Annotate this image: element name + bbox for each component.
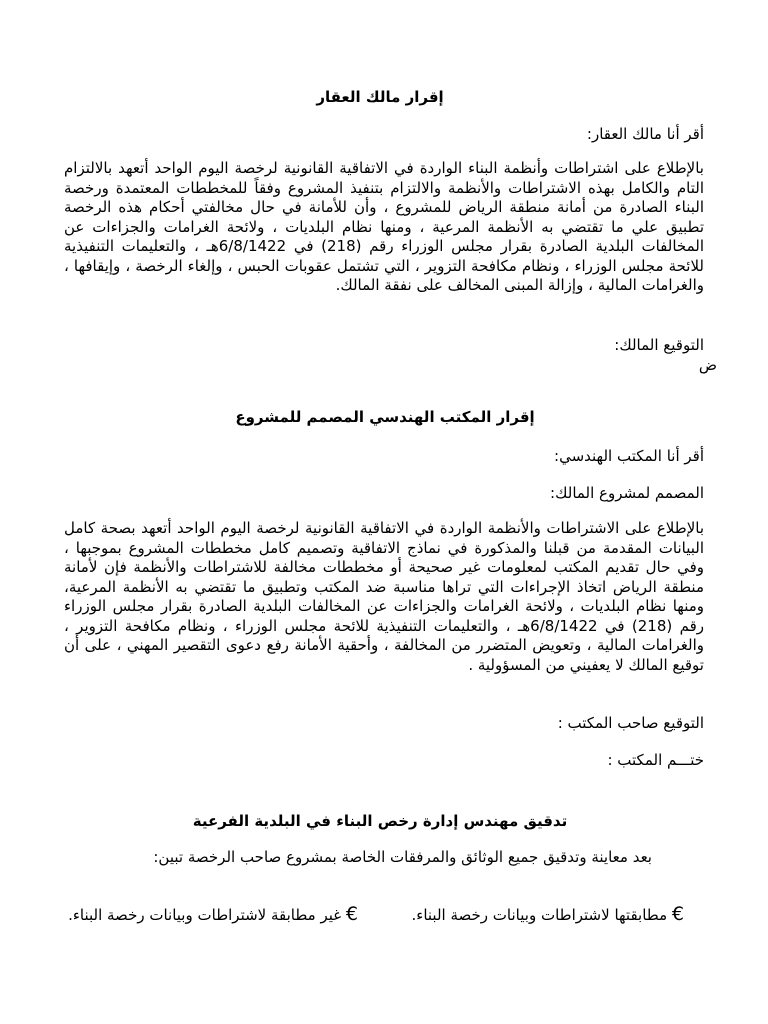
audit-option-match[interactable]: [334, 905, 684, 926]
checkbox-icon[interactable]: €: [345, 903, 358, 925]
owner-intro: أقر أنا مالك العقار:: [586, 125, 704, 143]
office-declaration-title: إقرار المكتب الهندسي المصمم للمشروع: [235, 408, 535, 426]
checkbox-icon[interactable]: €: [671, 903, 684, 925]
office-designer-line: المصمم لمشروع المالك:: [550, 484, 704, 502]
audit-body: بعد معاينة وتدقيق جميع الوثائق والمرفقات الخاصة بمشروع صاحب الرخصة تبين:: [153, 848, 652, 866]
audit-option-nonmatch[interactable]: [58, 905, 358, 926]
owner-declaration-title: إقرار مالك العقار: [316, 88, 444, 106]
option-match-label: مطابقتها لاشتراطات وبيانات رخصة البناء.: [411, 906, 668, 924]
audit-title: تدقيق مهندس إدارة رخص البناء في البلدية الفرعية: [192, 812, 568, 830]
owner-declaration-body: بالإطلاع على اشتراطات وأنظمة البناء الواردة في الاتفاقية القانونية لرخصة اليوم الواحد أتعهد بالالتزام التام والكامل بهذه الاشتراطات والأنظمة والالتزام بتنفيذ المشروع وفقاً للمخططات المعتمدة ورخصة البناء الصادرة من أمانة منطقة الرياض للمشروع ، وأن للأمانة في حال مخالفتي أحكام هذه الرخصة تطبيق علي ما تقتضي به الأنظمة المرعية ، ومنها نظام البلديات ، ولائحة الغرامات والجزاءات عن المخالفات البلدية الصادرة بقرار مجلس الوزراء رقم (218) في 6/8/1422هـ ، والتعليمات التنفيذية للائحة مجلس الوزراء ، ونظام مكافحة التزوير ، التي تشتمل عقوبات الحبس ، وإلغاء الرخصة ، وإيقافها ، والغرامات المالية ، وإزالة المبنى المخالف على نفقة المالك.: [64, 159, 704, 294]
office-intro: أقر أنا المكتب الهندسي:: [554, 447, 704, 465]
office-declaration-body: بالإطلاع على الاشتراطات والأنظمة الواردة في الاتفاقية القانونية لرخصة اليوم الواحد أتعهد بصحة كامل البيانات المقدمة من قبلنا والمذكورة في نماذج الاتفاقية وتصميم كامل مخططات المشروع بموجبها ، وفي حال تقديم المكتب لمعلومات غير صحيحة أو مخططات مخالفة للاشتراطات والأنظمة فإن لأمانة منطقة الرياض اتخاذ الإجراءات التي تراها مناسبة ضد المكتب وتطبيق ما تقتضي به الأنظمة المرعية، ومنها نظام البلديات ، ولائحة الغرامات والجزاءات عن المخالفات البلدية الصادرة بقرار مجلس الوزراء رقم (218) في 6/8/1422هـ ، والتعليمات التنفيذية للائحة مجلس الوزراء ، ونظام مكافحة التزوير ، والغرامات المالية ، وتعويض المتضرر من المخالفة ، وأحقية الأمانة رفع دعوى التقصير المهني ، على أن توقيع المالك لا يعفيني من المسؤولية .: [64, 519, 704, 674]
office-stamp-label: ختـــم المكتب :: [607, 751, 704, 769]
owner-signature-label: التوقيع المالك:: [614, 336, 704, 354]
option-nonmatch-label: غير مطابقة لاشتراطات وبيانات رخصة البناء.: [68, 906, 342, 924]
office-signature-label: التوقيع صاحب المكتب :: [557, 714, 704, 732]
owner-signature-mark: ض: [698, 356, 717, 374]
